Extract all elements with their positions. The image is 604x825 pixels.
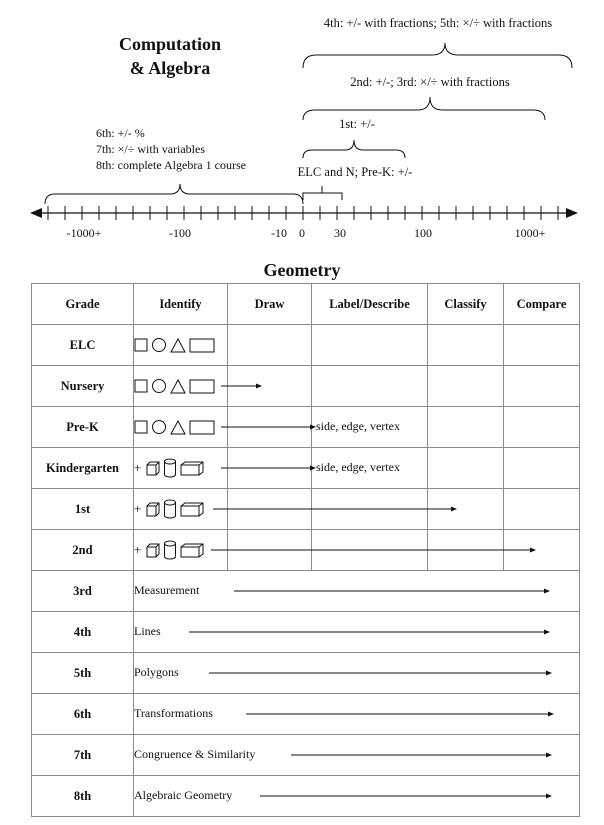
algebra-title-line2: & Algebra xyxy=(129,58,211,78)
draw-cell xyxy=(228,325,312,366)
classify-cell xyxy=(428,325,504,366)
brace-6th-8th xyxy=(45,184,303,204)
triangle-icon xyxy=(170,379,186,394)
draw-cell xyxy=(228,489,312,530)
identify-cell xyxy=(134,366,228,407)
geometry-table xyxy=(31,283,580,817)
table-row xyxy=(32,612,580,653)
topic-cell xyxy=(134,776,580,817)
label-cell xyxy=(312,530,428,571)
cube-icon xyxy=(146,461,160,476)
table-row xyxy=(32,325,580,366)
table-row xyxy=(32,489,580,530)
identify-cell xyxy=(134,407,400,448)
shape-icons xyxy=(134,325,227,365)
topic-label: Congruence & Similarity xyxy=(134,747,256,761)
compare-cell xyxy=(504,448,580,489)
label-cell xyxy=(312,366,428,407)
label-8th: 8th: complete Algebra 1 course xyxy=(96,158,246,172)
grade-cell: 4th xyxy=(32,612,134,653)
grade-cell: 7th xyxy=(32,735,134,776)
classify-cell xyxy=(428,448,504,489)
grade-cell: ELC xyxy=(32,325,134,366)
compare-cell xyxy=(504,366,580,407)
label-6th: 6th: +/- % xyxy=(96,126,145,140)
label-describe-text: side, edge, vertex xyxy=(316,460,400,474)
prism-icon xyxy=(180,543,204,558)
header-draw: Draw xyxy=(228,284,312,325)
grade-cell: Kindergarten xyxy=(32,448,134,489)
plus-sign: + xyxy=(134,460,142,475)
tick-label: 1000+ xyxy=(514,226,546,240)
shape-icons xyxy=(134,489,227,529)
classify-cell xyxy=(428,407,504,448)
square-icon xyxy=(134,420,148,434)
topic-cell xyxy=(134,694,580,735)
table-row xyxy=(32,407,580,448)
header-identify: Identify xyxy=(134,284,228,325)
arrow xyxy=(134,612,135,613)
topic-label: Transformations xyxy=(134,706,213,720)
label-2nd-3rd: 2nd: +/-; 3rd: ×/÷ with fractions xyxy=(350,75,510,89)
table-row xyxy=(32,448,580,489)
header-compare: Compare xyxy=(504,284,580,325)
identify-cell xyxy=(134,530,228,571)
label-cell xyxy=(312,325,428,366)
grade-cell: 5th xyxy=(32,653,134,694)
tick-label: 0 xyxy=(299,226,305,240)
topic-cell xyxy=(134,612,580,653)
classify-cell xyxy=(428,366,504,407)
brace-4th-5th xyxy=(303,43,572,68)
tick-label: -1000+ xyxy=(66,226,102,240)
tick-label: 100 xyxy=(414,226,432,240)
topic-label: Polygons xyxy=(134,665,179,679)
topic-label: Algebraic Geometry xyxy=(134,788,233,802)
cube-icon xyxy=(146,502,160,517)
grade-cell: Nursery xyxy=(32,366,134,407)
identify-cell xyxy=(134,448,400,489)
classify-cell xyxy=(428,530,504,571)
compare-cell xyxy=(504,407,580,448)
rectangle-icon xyxy=(189,379,215,394)
square-icon xyxy=(134,379,148,393)
number-line-diagram xyxy=(0,0,604,250)
table-row xyxy=(32,530,580,571)
geometry-title: Geometry xyxy=(263,260,341,280)
arrow xyxy=(134,571,135,572)
plus-sign: + xyxy=(134,542,142,557)
table-row xyxy=(32,735,580,776)
topic-cell xyxy=(134,571,580,612)
table-row xyxy=(32,694,580,735)
tick-label: -10 xyxy=(271,226,287,240)
table-header-row xyxy=(32,284,580,325)
table-row xyxy=(32,776,580,817)
rectangle-icon xyxy=(189,338,215,353)
header-label-describe: Label/Describe xyxy=(312,284,428,325)
cylinder-icon xyxy=(163,540,177,560)
compare-cell xyxy=(504,530,580,571)
triangle-icon xyxy=(170,420,186,435)
topic-label: Lines xyxy=(134,624,161,638)
prism-icon xyxy=(180,461,204,476)
right-arrowhead xyxy=(566,208,578,218)
header-classify: Classify xyxy=(428,284,504,325)
cube-icon xyxy=(146,543,160,558)
label-1st: 1st: +/- xyxy=(339,117,375,131)
identify-cell xyxy=(134,489,228,530)
topic-cell xyxy=(134,653,580,694)
brace-elc xyxy=(303,193,342,200)
header-grade: Grade xyxy=(32,284,134,325)
brace-1st xyxy=(303,140,405,158)
draw-cell xyxy=(228,366,312,407)
square-icon xyxy=(134,338,148,352)
grade-cell: Pre-K xyxy=(32,407,134,448)
arrow xyxy=(134,776,135,777)
label-4th-5th: 4th: +/- with fractions; 5th: ×/÷ with fractions xyxy=(323,16,553,30)
table-row xyxy=(32,571,580,612)
grade-cell: 6th xyxy=(32,694,134,735)
triangle-icon xyxy=(170,338,186,353)
label-elc: ELC and N; Pre-K: +/- xyxy=(297,165,413,179)
table-row xyxy=(32,366,580,407)
arrow xyxy=(134,694,135,695)
classify-cell xyxy=(428,489,504,530)
table-row xyxy=(32,653,580,694)
cylinder-icon xyxy=(163,499,177,519)
topic-cell xyxy=(134,735,580,776)
grade-cell: 2nd xyxy=(32,530,134,571)
prism-icon xyxy=(180,502,204,517)
arrow xyxy=(134,653,135,654)
identify-cell xyxy=(134,325,228,366)
compare-cell xyxy=(504,489,580,530)
topic-label: Measurement xyxy=(134,583,200,597)
circle-icon xyxy=(151,378,167,394)
cylinder-icon xyxy=(163,458,177,478)
label-cell xyxy=(312,489,428,530)
tick-label: -100 xyxy=(169,226,191,240)
plus-sign: + xyxy=(134,501,142,516)
rectangle-icon xyxy=(189,420,215,435)
grade-cell: 1st xyxy=(32,489,134,530)
label-describe-text: side, edge, vertex xyxy=(316,419,400,433)
shape-icons xyxy=(134,530,227,570)
shape-icons xyxy=(134,407,227,447)
circle-icon xyxy=(151,337,167,353)
circle-icon xyxy=(151,419,167,435)
arrow xyxy=(134,735,135,736)
compare-cell xyxy=(504,325,580,366)
label-7th: 7th: ×/÷ with variables xyxy=(96,142,206,156)
grade-cell: 3rd xyxy=(32,571,134,612)
shape-icons xyxy=(134,448,227,488)
shape-icons xyxy=(134,366,227,406)
algebra-title-line1: Computation xyxy=(118,34,221,54)
draw-cell xyxy=(228,407,312,448)
tick-label: 30 xyxy=(334,226,346,240)
left-arrowhead xyxy=(30,208,42,218)
draw-cell xyxy=(228,530,312,571)
draw-cell xyxy=(228,448,312,489)
grade-cell: 8th xyxy=(32,776,134,817)
